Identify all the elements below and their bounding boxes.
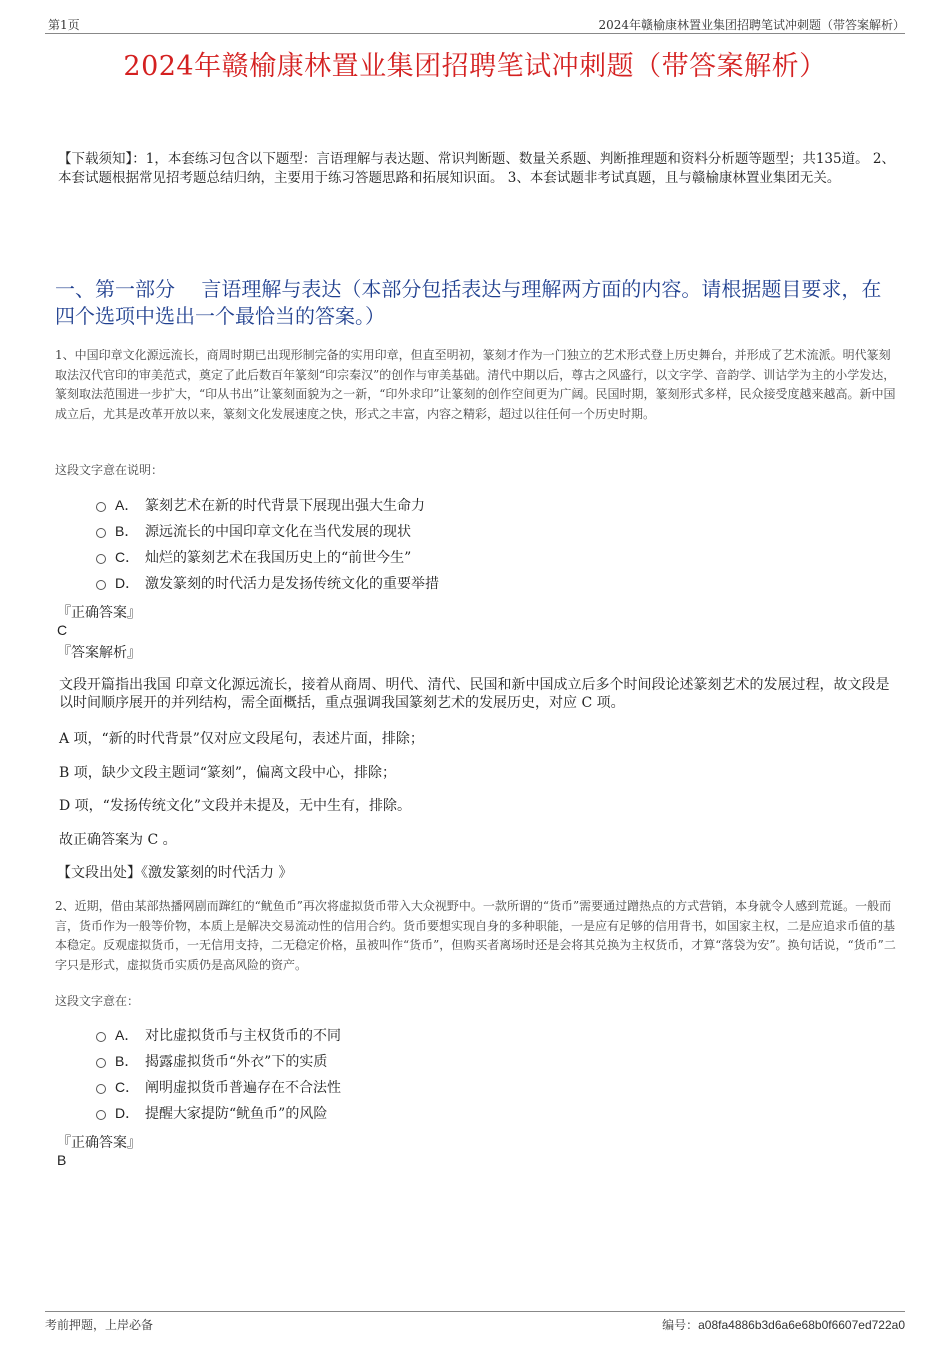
question-1-stem: 1、中国印章文化源远流长，商周时期已出现形制完备的实用印章，但直至明初，篆刻才作为一门独立的艺术形式登上历史舞台，并形成了艺术流派。明代篆刻取法汉代官印的审美范式，奠定了此后数百年篆刻“印宗秦汉”的创作与审美基础。清代中期以后，尊古之风盛行，以文字学、音韵学、训诂学为主的小学发达，篆刻取法范围进一步扩大，“印从书出”让篆刻面貌为之一新，“印外求印”让篆刻的创作空间更为广阔。民国时期，篆刻形式多样，民众接受度越来越高。新中国成立后，尤其是改革开放以来，篆刻文化发展速度之快，形式之丰富，内容之精彩，超过以往任何一个历史时期。 — [55, 348, 896, 421]
radio-icon[interactable] — [96, 1084, 106, 1094]
question-2-stem: 2、近期，借由某部热播网剧而蹿红的“鱿鱼币”再次将虚拟货币带入大众视野中。一款所谓的“货币”需要通过蹭热点的方式营销，本身就令人感到荒诞。一般而言，货币作为一般等价物，本质上是解决交易流动性的信用合约。货币要想实现自身的多种职能，一是应有足够的信用背书，如国家主权，二是应追求币值的基本稳定。反观虚拟货币，一无信用支持，二无稳定价格，虽被叫作“货币”，但购买者离场时还是会将其兑换为主权货币，才算“落袋为安”。换句话说，“货币”二字只是形式，虚拟货币实质仍是高风险的资产。 — [55, 899, 896, 972]
analysis-line: A 项，“新的时代背景”仅对应文段尾句，表述片面，排除； — [59, 731, 424, 747]
option-text: 阐明虚拟货币普遍存在不合法性 — [145, 1080, 341, 1096]
option-letter: D． — [115, 575, 140, 591]
source-note: 【文段出处】《激发篆刻的时代活力 》 — [57, 865, 293, 881]
question-2-options — [96, 1022, 341, 1126]
option-text: 提醒大家提防“鱿鱼币”的风险 — [145, 1106, 328, 1122]
option-text: 源远流长的中国印章文化在当代发展的现状 — [145, 524, 411, 540]
radio-icon[interactable] — [96, 554, 106, 564]
document-title: 2024年赣榆康林置业集团招聘笔试冲刺题（带答案解析） — [123, 51, 827, 82]
radio-icon[interactable] — [96, 1058, 106, 1068]
question-2-prompt: 这段文字意在： — [55, 994, 140, 1008]
radio-icon[interactable] — [96, 580, 106, 590]
download-notice: 【下载须知】：1，本套练习包含以下题型：言语理解与表达题、常识判断题、数量关系题、判断推理题和资料分析题等题型；共135道。 2、本套试题根据常见招考题总结归纳，主要用于练习答题思路和拓展知识面。 3、本套试题非考试真题，且与赣榆康林置业集团无关。 — [58, 151, 895, 186]
option-letter: A． — [115, 497, 139, 513]
analysis-text: 文段开篇指出我国 印章文化源远流长，接着从商周、明代、清代、民国和新中国成立后多个时间段论述篆刻艺术的发展过程，故文段是以时间顺序展开的并列结构，需全面概括，重点强调我国篆刻艺术的发展历史，对应 C 项。 — [59, 677, 890, 711]
page-footer — [45, 1311, 905, 1335]
option-c[interactable] — [96, 1074, 341, 1100]
option-letter: B． — [115, 1053, 139, 1069]
correct-answer: C — [57, 622, 68, 638]
footer-code — [662, 1316, 905, 1333]
option-d[interactable] — [96, 1100, 341, 1126]
option-b[interactable] — [96, 518, 439, 544]
code-value: a08fa4886b3d6a6e68b0f6607ed722a0 — [698, 1318, 905, 1332]
option-text: 篆刻艺术在新的时代背景下展现出强大生命力 — [145, 498, 425, 514]
page-header — [45, 14, 905, 34]
option-text: 激发篆刻的时代活力是发扬传统文化的重要举措 — [145, 576, 439, 592]
analysis-label: 『答案解析』 — [57, 645, 141, 661]
section-heading: 一、第一部分 言语理解与表达（本部分包括表达与理解两方面的内容。请根据题目要求，在四个选项中选出一个最恰当的答案。） — [55, 277, 882, 328]
correct-answer-label: 『正确答案』 — [57, 605, 141, 621]
correct-answer: B — [57, 1152, 67, 1168]
option-letter: A． — [115, 1027, 139, 1043]
radio-icon[interactable] — [96, 528, 106, 538]
analysis-line: B 项，缺少文段主题词“篆刻”，偏离文段中心，排除； — [59, 765, 397, 781]
option-a[interactable] — [96, 1022, 341, 1048]
radio-icon[interactable] — [96, 502, 106, 512]
option-text: 对比虚拟货币与主权货币的不同 — [145, 1028, 341, 1044]
option-c[interactable] — [96, 544, 439, 570]
option-text: 揭露虚拟货币“外衣”下的实质 — [145, 1054, 328, 1070]
analysis-line: 故正确答案为 C 。 — [59, 832, 177, 848]
radio-icon[interactable] — [96, 1032, 106, 1042]
option-letter: B． — [115, 523, 139, 539]
question-1-options — [96, 492, 439, 596]
radio-icon[interactable] — [96, 1110, 106, 1120]
code-label: 编号： — [662, 1318, 699, 1332]
question-1-prompt: 这段文字意在说明： — [55, 463, 164, 477]
header-doc-title: 2024年赣榆康林置业集团招聘笔试冲刺题（带答案解析） — [598, 18, 905, 32]
option-text: 灿烂的篆刻艺术在我国历史上的“前世今生” — [145, 550, 412, 566]
option-a[interactable] — [96, 492, 439, 518]
option-letter: C． — [115, 549, 140, 565]
analysis-line: D 项，“发扬传统文化”文段并未提及，无中生有，排除。 — [59, 798, 411, 814]
footer-slogan: 考前押题，上岸必备 — [45, 1318, 154, 1332]
option-b[interactable] — [96, 1048, 341, 1074]
page-number: 第1页 — [48, 18, 80, 32]
option-d[interactable] — [96, 570, 439, 596]
correct-answer-label: 『正确答案』 — [57, 1135, 141, 1151]
option-letter: C． — [115, 1079, 140, 1095]
option-letter: D． — [115, 1105, 140, 1121]
